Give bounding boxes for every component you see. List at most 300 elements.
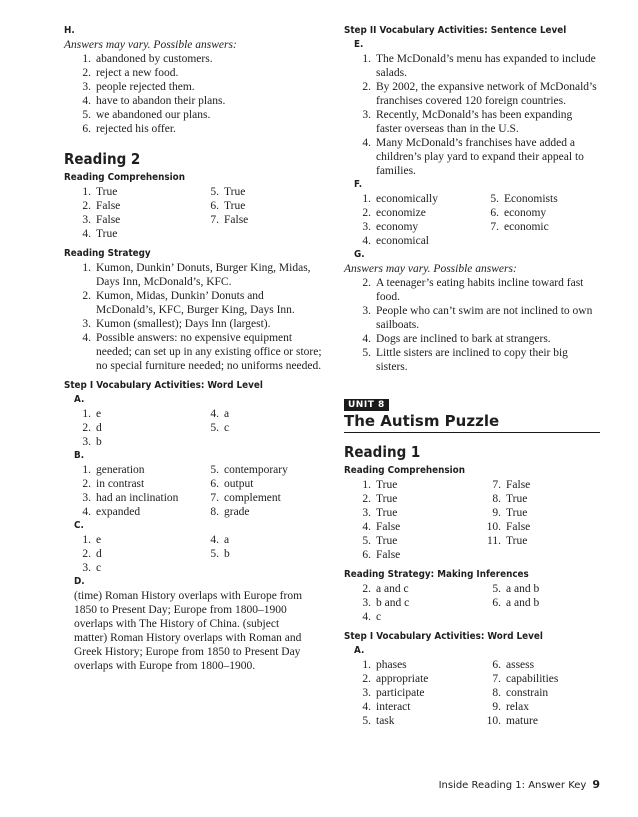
answer-number: 11. bbox=[487, 535, 501, 547]
answer-number: 9. bbox=[492, 701, 501, 713]
answer-value: participate bbox=[376, 687, 425, 699]
answer-cell bbox=[202, 185, 245, 199]
answer-row bbox=[354, 596, 600, 610]
answer-cell bbox=[74, 463, 202, 477]
answer-value: appropriate bbox=[376, 673, 429, 685]
answer-cell bbox=[484, 478, 530, 492]
answer-number: 1. bbox=[362, 479, 371, 491]
answer-value: True bbox=[506, 493, 528, 505]
item-text: have to abandon their plans. bbox=[96, 95, 226, 107]
answer-value: c bbox=[376, 611, 382, 623]
list-item bbox=[74, 331, 326, 373]
answer-cell bbox=[354, 714, 484, 728]
answer-cell bbox=[354, 610, 484, 624]
answer-number: 7. bbox=[210, 214, 219, 226]
item-text: abandoned by customers. bbox=[96, 53, 213, 65]
answer-row bbox=[354, 192, 600, 206]
answer-row bbox=[354, 714, 600, 728]
item-number: 2. bbox=[362, 277, 371, 289]
answer-cell bbox=[354, 596, 484, 610]
item-text: Kumon, Midas, Dunkin’ Donuts and McDonald’s, KFC, Burger King, Days Inn. bbox=[96, 290, 295, 316]
section-e-list bbox=[344, 52, 600, 178]
answer-number: 4. bbox=[362, 701, 371, 713]
answer-value: generation bbox=[96, 464, 145, 476]
list-item bbox=[74, 66, 326, 80]
answer-cell bbox=[354, 700, 484, 714]
answer-value: mature bbox=[506, 715, 538, 727]
list-item bbox=[74, 317, 326, 331]
answer-row bbox=[74, 463, 326, 477]
item-number: 1. bbox=[82, 53, 91, 65]
item-number: 6. bbox=[82, 123, 91, 135]
answer-number: 2. bbox=[82, 548, 91, 560]
answer-value: constrain bbox=[506, 687, 549, 699]
item-text: we abandoned our plans. bbox=[96, 109, 211, 121]
section-c-answers bbox=[64, 533, 326, 575]
answer-number: 10. bbox=[486, 715, 501, 727]
answer-number: 4. bbox=[362, 611, 371, 623]
answer-value: expanded bbox=[96, 506, 141, 518]
answer-value: b bbox=[224, 548, 230, 560]
reading1-strategy-heading: Reading Strategy: Making Inferences bbox=[344, 569, 529, 580]
answer-value: True bbox=[224, 200, 246, 212]
right-column bbox=[344, 24, 600, 728]
answer-number: 6. bbox=[492, 659, 501, 671]
item-text: Kumon, Dunkin’ Donuts, Burger King, Midas, Days Inn, McDonald’s, KFC. bbox=[96, 262, 311, 288]
answer-value: economize bbox=[376, 207, 426, 219]
answer-row bbox=[74, 435, 326, 449]
answer-row bbox=[74, 505, 326, 519]
unit8-section-a-label: A. bbox=[354, 645, 365, 656]
reading1-comprehension-heading: Reading Comprehension bbox=[344, 465, 465, 476]
reading2-comprehension-answers bbox=[64, 185, 326, 241]
answer-cell bbox=[484, 520, 530, 534]
section-a-label: A. bbox=[74, 394, 85, 405]
reading2-strategy-list bbox=[64, 261, 326, 373]
item-number: 2. bbox=[82, 67, 91, 79]
answer-value: d bbox=[96, 548, 102, 560]
answer-value: economically bbox=[376, 193, 438, 205]
answer-value: True bbox=[224, 186, 246, 198]
answer-number: 4. bbox=[362, 235, 371, 247]
answer-row bbox=[74, 185, 326, 199]
list-item bbox=[74, 52, 326, 66]
answer-cell bbox=[74, 227, 202, 241]
answer-cell bbox=[74, 533, 202, 547]
answer-number: 5. bbox=[210, 548, 219, 560]
answer-number: 3. bbox=[82, 436, 91, 448]
answer-value: False bbox=[224, 214, 249, 226]
answer-number: 2. bbox=[362, 207, 371, 219]
answer-number: 2. bbox=[82, 200, 91, 212]
answer-number: 1. bbox=[82, 534, 91, 546]
answer-number: 1. bbox=[82, 464, 91, 476]
answer-value: False bbox=[506, 521, 531, 533]
list-item bbox=[74, 80, 326, 94]
answer-cell bbox=[484, 492, 527, 506]
answer-number: 5. bbox=[490, 193, 499, 205]
answer-row bbox=[354, 686, 600, 700]
answer-cell bbox=[202, 533, 229, 547]
answer-number: 5. bbox=[210, 422, 219, 434]
answer-cell bbox=[354, 686, 484, 700]
answer-row bbox=[354, 220, 600, 234]
step1-heading: Step I Vocabulary Activities: Word Level bbox=[64, 380, 263, 391]
answer-number: 1. bbox=[362, 659, 371, 671]
answer-value: False bbox=[376, 549, 401, 561]
answer-number: 1. bbox=[362, 193, 371, 205]
reading2-title: Reading 2 bbox=[64, 150, 141, 168]
answer-value: output bbox=[224, 478, 254, 490]
answer-cell bbox=[202, 407, 229, 421]
answer-row bbox=[74, 561, 326, 575]
answer-cell bbox=[202, 199, 245, 213]
answer-number: 3. bbox=[82, 214, 91, 226]
answer-number: 8. bbox=[492, 687, 501, 699]
item-text: By 2002, the expansive network of McDonald’s franchises covered 120 foreign countries. bbox=[376, 81, 597, 107]
answer-cell bbox=[74, 435, 202, 449]
answer-cell bbox=[202, 505, 250, 519]
answer-cell bbox=[484, 700, 529, 714]
item-number: 2. bbox=[82, 290, 91, 302]
answer-cell bbox=[354, 672, 484, 686]
answer-cell bbox=[74, 199, 202, 213]
reading2-comprehension-heading: Reading Comprehension bbox=[64, 172, 185, 183]
answer-row bbox=[354, 548, 600, 562]
reading1-comprehension-answers bbox=[344, 478, 600, 562]
answer-cell bbox=[74, 213, 202, 227]
answer-value: a bbox=[224, 534, 230, 546]
answer-cell bbox=[74, 561, 202, 575]
answer-number: 4. bbox=[82, 228, 91, 240]
list-item bbox=[354, 346, 600, 374]
answer-number: 6. bbox=[492, 597, 501, 609]
section-h-list bbox=[64, 52, 326, 136]
list-item bbox=[354, 80, 600, 108]
answer-cell bbox=[354, 234, 482, 248]
answer-row bbox=[74, 491, 326, 505]
answer-number: 2. bbox=[82, 422, 91, 434]
answer-cell bbox=[482, 192, 558, 206]
answer-value: c bbox=[224, 422, 230, 434]
answer-cell bbox=[74, 547, 202, 561]
list-item bbox=[74, 94, 326, 108]
answer-value: a bbox=[224, 408, 230, 420]
item-text: reject a new food. bbox=[96, 67, 179, 79]
answer-value: e bbox=[96, 408, 102, 420]
answer-row bbox=[354, 534, 600, 548]
item-text: Kumon (smallest); Days Inn (largest). bbox=[96, 318, 271, 330]
item-number: 5. bbox=[82, 109, 91, 121]
answer-value: economy bbox=[376, 221, 419, 233]
answer-cell bbox=[202, 477, 253, 491]
answer-row bbox=[354, 234, 600, 248]
answer-row bbox=[354, 478, 600, 492]
answer-number: 5. bbox=[362, 715, 371, 727]
answer-number: 10. bbox=[486, 521, 501, 533]
answer-value: True bbox=[96, 186, 118, 198]
answer-value: e bbox=[96, 534, 102, 546]
item-text: Recently, McDonald’s has been expanding faster overseas than in the U.S. bbox=[376, 109, 573, 135]
item-text: Many McDonald’s franchises have added a children’s play yard to expand their appeal to families. bbox=[376, 137, 584, 177]
answer-number: 7. bbox=[492, 479, 501, 491]
answer-row bbox=[74, 213, 326, 227]
answer-value: True bbox=[506, 535, 528, 547]
answer-number: 5. bbox=[362, 535, 371, 547]
answer-cell bbox=[74, 477, 202, 491]
answer-row bbox=[354, 520, 600, 534]
item-number: 3. bbox=[82, 318, 91, 330]
answer-number: 3. bbox=[362, 597, 371, 609]
section-g-list bbox=[344, 276, 600, 374]
answer-value: False bbox=[96, 214, 121, 226]
section-h-label: H. bbox=[64, 25, 75, 36]
item-text: Little sisters are inclined to copy their big sisters. bbox=[376, 347, 568, 373]
item-number: 4. bbox=[362, 137, 371, 149]
answer-cell bbox=[74, 185, 202, 199]
answer-row bbox=[74, 421, 326, 435]
section-g-label: G. bbox=[354, 249, 365, 260]
list-item bbox=[354, 136, 600, 178]
answer-value: assess bbox=[506, 659, 535, 671]
item-number: 4. bbox=[362, 333, 371, 345]
answer-number: 3. bbox=[82, 562, 91, 574]
answer-number: 5. bbox=[210, 464, 219, 476]
answer-row bbox=[354, 206, 600, 220]
answer-value: b bbox=[96, 436, 102, 448]
answer-cell bbox=[354, 658, 484, 672]
unit-badge: UNIT 8 bbox=[344, 399, 389, 411]
answer-number: 2. bbox=[82, 478, 91, 490]
answer-value: economy bbox=[504, 207, 547, 219]
answer-value: a and b bbox=[506, 583, 540, 595]
answer-number: 3. bbox=[82, 492, 91, 504]
answer-value: capabilities bbox=[506, 673, 559, 685]
answer-cell bbox=[354, 534, 484, 548]
item-number: 4. bbox=[82, 95, 91, 107]
answer-number: 3. bbox=[362, 507, 371, 519]
list-item bbox=[74, 289, 326, 317]
answer-cell bbox=[202, 491, 281, 505]
answer-number: 8. bbox=[492, 493, 501, 505]
unit-title: The Autism Puzzle bbox=[344, 412, 600, 433]
answer-cell bbox=[354, 582, 484, 596]
answer-row bbox=[354, 700, 600, 714]
answer-value: complement bbox=[224, 492, 281, 504]
section-b-answers bbox=[64, 463, 326, 519]
answer-row bbox=[74, 199, 326, 213]
answer-number: 7. bbox=[492, 673, 501, 685]
answer-cell bbox=[354, 492, 484, 506]
answer-cell bbox=[74, 421, 202, 435]
answer-cell bbox=[484, 686, 548, 700]
answer-cell bbox=[202, 213, 248, 227]
answer-value: True bbox=[376, 493, 398, 505]
answer-value: grade bbox=[224, 506, 250, 518]
answer-value: True bbox=[96, 228, 118, 240]
answer-value: had an inclination bbox=[96, 492, 179, 504]
list-item bbox=[354, 304, 600, 332]
section-e-label: E. bbox=[354, 39, 364, 50]
section-g-note: Answers may vary. Possible answers: bbox=[344, 263, 517, 275]
section-d-text: (time) Roman History overlaps with Europe from 1850 to Present Day; Europe from 1800–1900 overlaps with The History of China. (subject matter) Roman History overlaps with Roman and Greek History; Europe from 1850 to Present Day overlaps with Europe from 1800–1900. bbox=[74, 590, 303, 672]
item-text: A teenager’s eating habits incline toward fast food. bbox=[376, 277, 584, 303]
answer-cell bbox=[354, 192, 482, 206]
answer-number: 8. bbox=[210, 506, 219, 518]
answer-row bbox=[74, 407, 326, 421]
answer-cell bbox=[484, 672, 558, 686]
answer-number: 4. bbox=[82, 506, 91, 518]
reading1-title: Reading 1 bbox=[344, 443, 421, 461]
page-footer bbox=[420, 778, 600, 791]
answer-cell bbox=[74, 505, 202, 519]
footer-title: Inside Reading 1: Answer Key bbox=[438, 780, 587, 791]
answer-number: 4. bbox=[362, 521, 371, 533]
unit8-section-a-answers bbox=[344, 658, 600, 728]
item-text: The McDonald’s menu has expanded to include salads. bbox=[376, 53, 596, 79]
answer-number: 2. bbox=[362, 583, 371, 595]
answer-cell bbox=[484, 534, 527, 548]
section-h-note: Answers may vary. Possible answers: bbox=[64, 39, 237, 51]
answer-cell bbox=[354, 206, 482, 220]
reading1-strategy-answers bbox=[344, 582, 600, 624]
answer-number: 7. bbox=[210, 492, 219, 504]
answer-value: a and b bbox=[506, 597, 540, 609]
answer-cell bbox=[484, 596, 539, 610]
list-item bbox=[74, 122, 326, 136]
answer-value: False bbox=[376, 521, 401, 533]
left-column bbox=[64, 24, 326, 673]
answer-value: d bbox=[96, 422, 102, 434]
answer-value: contemporary bbox=[224, 464, 288, 476]
section-c-label: C. bbox=[74, 520, 84, 531]
answer-value: Economists bbox=[504, 193, 558, 205]
answer-value: True bbox=[376, 479, 398, 491]
answer-cell bbox=[74, 491, 202, 505]
section-b-label: B. bbox=[74, 450, 85, 461]
answer-cell bbox=[202, 547, 230, 561]
item-number: 3. bbox=[362, 109, 371, 121]
list-item bbox=[354, 276, 600, 304]
answer-number: 6. bbox=[210, 478, 219, 490]
section-f-answers bbox=[344, 192, 600, 248]
answer-cell bbox=[202, 463, 288, 477]
answer-number: 4. bbox=[210, 408, 219, 420]
page-number: 9 bbox=[592, 778, 600, 791]
answer-number: 6. bbox=[362, 549, 371, 561]
list-item bbox=[74, 108, 326, 122]
unit8-step1-heading: Step I Vocabulary Activities: Word Level bbox=[344, 631, 543, 642]
answer-cell bbox=[482, 220, 549, 234]
answer-row bbox=[354, 492, 600, 506]
answer-cell bbox=[354, 478, 484, 492]
item-number: 5. bbox=[362, 347, 371, 359]
item-number: 1. bbox=[82, 262, 91, 274]
answer-cell bbox=[202, 421, 229, 435]
answer-cell bbox=[354, 548, 484, 562]
answer-number: 2. bbox=[362, 493, 371, 505]
item-text: People who can’t swim are not inclined to own sailboats. bbox=[376, 305, 593, 331]
section-d-label: D. bbox=[74, 576, 85, 587]
answer-number: 5. bbox=[492, 583, 501, 595]
answer-cell bbox=[484, 582, 539, 596]
item-text: Possible answers: no expensive equipment needed; can set up in any existing office or store; no special furniture needed; no uniforms needed. bbox=[96, 332, 322, 372]
list-item bbox=[354, 52, 600, 80]
answer-cell bbox=[482, 206, 546, 220]
answer-number: 6. bbox=[490, 207, 499, 219]
item-number: 4. bbox=[82, 332, 91, 344]
item-number: 3. bbox=[362, 305, 371, 317]
answer-cell bbox=[484, 658, 534, 672]
answer-cell bbox=[484, 714, 538, 728]
answer-value: interact bbox=[376, 701, 411, 713]
answer-cell bbox=[354, 220, 482, 234]
answer-cell bbox=[484, 506, 527, 520]
section-a-answers bbox=[64, 407, 326, 449]
answer-number: 2. bbox=[362, 673, 371, 685]
answer-cell bbox=[354, 520, 484, 534]
answer-value: c bbox=[96, 562, 102, 574]
step2-heading: Step II Vocabulary Activities: Sentence Level bbox=[344, 25, 567, 36]
answer-row bbox=[74, 227, 326, 241]
answer-row bbox=[354, 582, 600, 596]
answer-value: a and c bbox=[376, 583, 409, 595]
answer-row bbox=[74, 547, 326, 561]
answer-cell bbox=[354, 506, 484, 520]
answer-number: 4. bbox=[210, 534, 219, 546]
item-text: Dogs are inclined to bark at strangers. bbox=[376, 333, 551, 345]
item-text: rejected his offer. bbox=[96, 123, 176, 135]
answer-row bbox=[354, 610, 600, 624]
answer-cell bbox=[74, 407, 202, 421]
answer-number: 3. bbox=[362, 687, 371, 699]
answer-value: False bbox=[96, 200, 121, 212]
item-number: 1. bbox=[362, 53, 371, 65]
list-item bbox=[354, 332, 600, 346]
item-number: 3. bbox=[82, 81, 91, 93]
list-item bbox=[74, 261, 326, 289]
answer-number: 3. bbox=[362, 221, 371, 233]
reading2-strategy-heading: Reading Strategy bbox=[64, 248, 151, 259]
item-text: people rejected them. bbox=[96, 81, 195, 93]
answer-value: True bbox=[376, 535, 398, 547]
answer-value: True bbox=[506, 507, 528, 519]
answer-value: phases bbox=[376, 659, 407, 671]
list-item bbox=[354, 108, 600, 136]
answer-number: 9. bbox=[492, 507, 501, 519]
section-f-label: F. bbox=[354, 179, 363, 190]
answer-value: False bbox=[506, 479, 531, 491]
answer-number: 7. bbox=[490, 221, 499, 233]
answer-number: 6. bbox=[210, 200, 219, 212]
answer-value: b and c bbox=[376, 597, 410, 609]
answer-value: True bbox=[376, 507, 398, 519]
answer-value: economic bbox=[504, 221, 549, 233]
answer-row bbox=[74, 477, 326, 491]
answer-number: 5. bbox=[210, 186, 219, 198]
answer-value: task bbox=[376, 715, 395, 727]
answer-number: 1. bbox=[82, 408, 91, 420]
answer-row bbox=[74, 533, 326, 547]
item-number: 2. bbox=[362, 81, 371, 93]
answer-row bbox=[354, 506, 600, 520]
answer-number: 1. bbox=[82, 186, 91, 198]
answer-row bbox=[354, 658, 600, 672]
answer-value: in contrast bbox=[96, 478, 145, 490]
answer-row bbox=[354, 672, 600, 686]
answer-value: relax bbox=[506, 701, 529, 713]
answer-value: economical bbox=[376, 235, 430, 247]
